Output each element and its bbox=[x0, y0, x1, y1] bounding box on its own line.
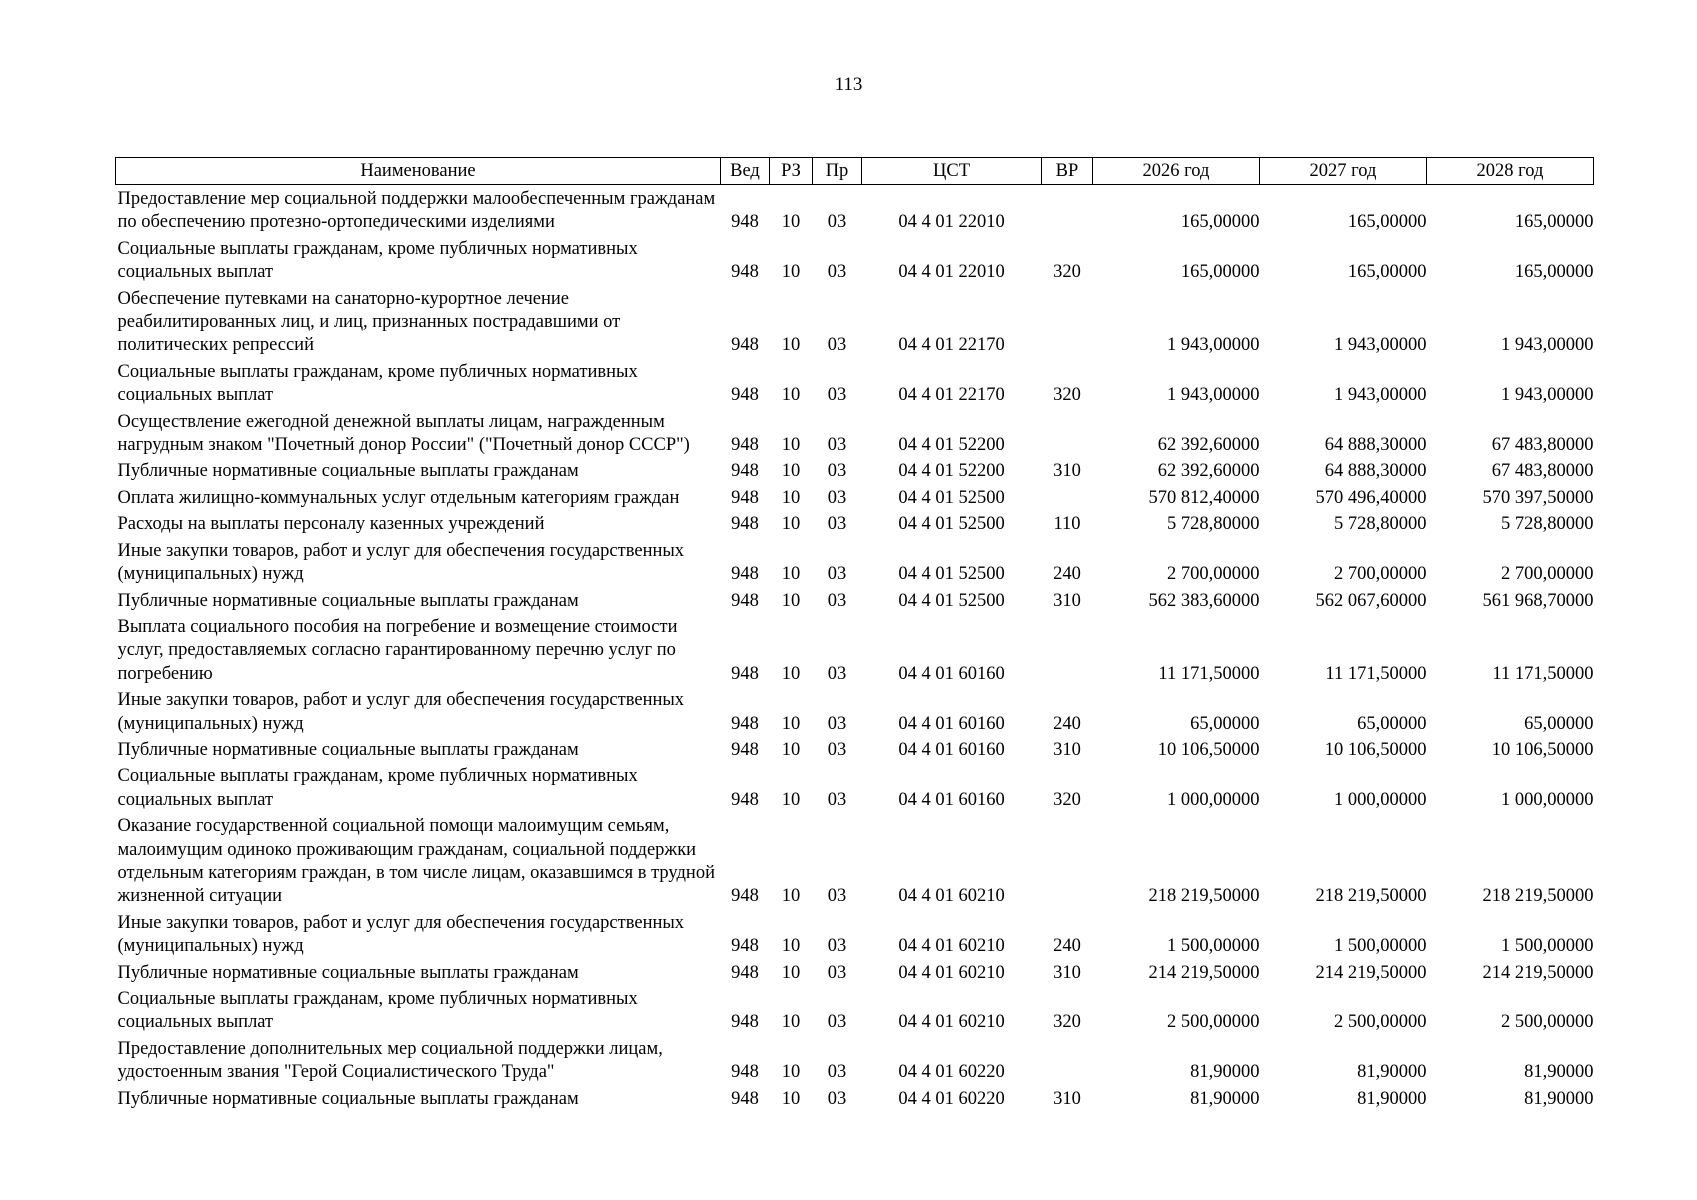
row-name: Иные закупки товаров, работ и услуг для обеспечения государственных (муниципальных) нужд bbox=[117, 690, 685, 734]
row-vr: 320 bbox=[1053, 789, 1081, 810]
row-2027: 214 219,50000 bbox=[1315, 962, 1427, 983]
row-vr bbox=[1042, 613, 1093, 686]
row-2026: 62 392,60000 bbox=[1157, 435, 1260, 456]
row-ved: 948 bbox=[731, 739, 759, 760]
table-row bbox=[116, 185, 1594, 235]
row-name: Обеспечение путевками на санаторно-курортное лечение реабилитированных лиц, и лиц, признанных пострадавшими от политических репрессий bbox=[117, 288, 621, 356]
row-2026: 5 728,80000 bbox=[1167, 514, 1260, 535]
row-pr: 03 bbox=[827, 435, 847, 456]
row-name: Предоставление дополнительных мер социальной поддержки лицам, удостоенным звания "Герой Социалистического Труда" bbox=[117, 1038, 663, 1083]
row-ved: 948 bbox=[731, 212, 759, 233]
row-pr: 03 bbox=[827, 1062, 847, 1083]
row-2028: 81,90000 bbox=[1524, 1088, 1594, 1109]
row-rz: 10 bbox=[781, 487, 801, 508]
header-name: Наименование bbox=[116, 158, 721, 185]
table-row bbox=[116, 510, 1594, 536]
row-vr: 310 bbox=[1053, 962, 1081, 983]
row-rz: 10 bbox=[781, 936, 801, 957]
row-ved: 948 bbox=[731, 713, 759, 734]
row-ved: 948 bbox=[731, 1062, 759, 1083]
row-name: Предоставление мер социальной поддержки малообеспеченным гражданам по обеспечению протезно-ортопедическими изделиями bbox=[117, 189, 716, 233]
row-name: Осуществление ежегодной денежной выплаты лицам, награжденным нагрудным знаком "Почетный донор России" ("Почетный донор СССР") bbox=[117, 411, 690, 456]
table-row bbox=[116, 812, 1594, 909]
row-rz: 10 bbox=[781, 663, 801, 684]
row-2028: 1 500,00000 bbox=[1501, 936, 1594, 957]
row-2026: 10 106,50000 bbox=[1157, 739, 1260, 760]
row-rz: 10 bbox=[781, 335, 801, 356]
row-name: Публичные нормативные социальные выплаты гражданам bbox=[117, 1088, 579, 1109]
row-rz: 10 bbox=[781, 461, 801, 482]
row-pr: 03 bbox=[827, 262, 847, 283]
table-row bbox=[116, 358, 1594, 408]
row-2026: 165,00000 bbox=[1180, 212, 1260, 233]
row-2026: 81,90000 bbox=[1190, 1062, 1260, 1083]
row-ved: 948 bbox=[731, 514, 759, 535]
row-vr: 310 bbox=[1053, 590, 1081, 611]
row-name: Социальные выплаты гражданам, кроме публичных нормативных социальных выплат bbox=[117, 361, 638, 406]
table-row bbox=[116, 1035, 1594, 1085]
row-2027: 165,00000 bbox=[1347, 212, 1427, 233]
header-vr: ВР bbox=[1042, 158, 1093, 185]
row-2028: 561 968,70000 bbox=[1482, 590, 1594, 611]
row-2028: 570 397,50000 bbox=[1482, 487, 1594, 508]
header-ved: Вед bbox=[721, 158, 770, 185]
row-cst: 04 4 01 60160 bbox=[898, 713, 1005, 734]
row-2026: 62 392,60000 bbox=[1157, 461, 1260, 482]
row-ved: 948 bbox=[731, 385, 759, 406]
header-2027: 2027 год bbox=[1260, 158, 1427, 185]
row-vr: 110 bbox=[1053, 514, 1081, 535]
row-rz: 10 bbox=[781, 385, 801, 406]
header-2028: 2028 год bbox=[1427, 158, 1594, 185]
table-row bbox=[116, 408, 1594, 458]
row-vr: 320 bbox=[1053, 1012, 1081, 1033]
row-pr: 03 bbox=[827, 713, 847, 734]
row-name: Выплата социального пособия на погребение и возмещение стоимости услуг, предоставляемых согласно гарантированному перечню услуг по погребению bbox=[117, 616, 678, 684]
row-2028: 1 000,00000 bbox=[1501, 789, 1594, 810]
table-row bbox=[116, 985, 1594, 1035]
row-rz: 10 bbox=[781, 789, 801, 810]
table-row bbox=[116, 762, 1594, 812]
row-rz: 10 bbox=[781, 212, 801, 233]
row-2027: 562 067,60000 bbox=[1315, 590, 1427, 611]
row-vr: 240 bbox=[1053, 936, 1081, 957]
row-ved: 948 bbox=[731, 663, 759, 684]
row-vr bbox=[1042, 812, 1093, 909]
row-2027: 1 943,00000 bbox=[1334, 385, 1427, 406]
row-pr: 03 bbox=[827, 335, 847, 356]
row-2026: 2 500,00000 bbox=[1167, 1012, 1260, 1033]
header-2026: 2026 год bbox=[1093, 158, 1260, 185]
row-ved: 948 bbox=[731, 1012, 759, 1033]
row-pr: 03 bbox=[827, 461, 847, 482]
row-cst: 04 4 01 22010 bbox=[898, 262, 1005, 283]
row-vr bbox=[1042, 185, 1093, 235]
row-cst: 04 4 01 60160 bbox=[898, 739, 1005, 760]
row-name: Публичные нормативные социальные выплаты гражданам bbox=[117, 962, 579, 983]
row-ved: 948 bbox=[731, 936, 759, 957]
row-vr bbox=[1042, 1035, 1093, 1085]
row-cst: 04 4 01 52500 bbox=[898, 564, 1005, 585]
row-2028: 1 943,00000 bbox=[1501, 335, 1594, 356]
table-row bbox=[116, 285, 1594, 358]
row-vr: 320 bbox=[1053, 385, 1081, 406]
row-2028: 81,90000 bbox=[1524, 1062, 1594, 1083]
row-pr: 03 bbox=[827, 564, 847, 585]
row-pr: 03 bbox=[827, 886, 847, 907]
row-2028: 165,00000 bbox=[1514, 212, 1594, 233]
row-2027: 10 106,50000 bbox=[1324, 739, 1427, 760]
row-vr bbox=[1042, 484, 1093, 510]
row-ved: 948 bbox=[731, 886, 759, 907]
row-name: Расходы на выплаты персоналу казенных учреждений bbox=[117, 514, 545, 535]
table-row bbox=[116, 959, 1594, 985]
table-row bbox=[116, 1085, 1594, 1111]
row-2026: 1 000,00000 bbox=[1167, 789, 1260, 810]
row-2026: 562 383,60000 bbox=[1148, 590, 1260, 611]
row-2027: 1 500,00000 bbox=[1334, 936, 1427, 957]
row-cst: 04 4 01 60220 bbox=[898, 1062, 1005, 1083]
row-rz: 10 bbox=[781, 590, 801, 611]
row-vr bbox=[1042, 285, 1093, 358]
row-2026: 1 943,00000 bbox=[1167, 385, 1260, 406]
row-name: Публичные нормативные социальные выплаты гражданам bbox=[117, 590, 579, 611]
row-vr: 310 bbox=[1053, 461, 1081, 482]
row-pr: 03 bbox=[827, 789, 847, 810]
row-2027: 64 888,30000 bbox=[1324, 435, 1427, 456]
row-2026: 570 812,40000 bbox=[1148, 487, 1260, 508]
row-pr: 03 bbox=[827, 1012, 847, 1033]
table-row bbox=[116, 909, 1594, 959]
row-2027: 2 500,00000 bbox=[1334, 1012, 1427, 1033]
table-row bbox=[116, 613, 1594, 686]
row-name: Социальные выплаты гражданам, кроме публичных нормативных социальных выплат bbox=[117, 766, 638, 810]
row-2027: 65,00000 bbox=[1357, 713, 1427, 734]
row-2026: 165,00000 bbox=[1180, 262, 1260, 283]
row-name: Публичные нормативные социальные выплаты гражданам bbox=[117, 461, 579, 482]
row-pr: 03 bbox=[827, 936, 847, 957]
row-pr: 03 bbox=[827, 487, 847, 508]
row-2027: 165,00000 bbox=[1347, 262, 1427, 283]
row-rz: 10 bbox=[781, 739, 801, 760]
row-rz: 10 bbox=[781, 1012, 801, 1033]
table-row bbox=[116, 537, 1594, 587]
row-ved: 948 bbox=[731, 789, 759, 810]
row-cst: 04 4 01 60210 bbox=[898, 936, 1005, 957]
row-rz: 10 bbox=[781, 886, 801, 907]
row-pr: 03 bbox=[827, 514, 847, 535]
header-rz: РЗ bbox=[770, 158, 813, 185]
row-pr: 03 bbox=[827, 1088, 847, 1109]
row-2028: 11 171,50000 bbox=[1492, 663, 1594, 684]
row-2027: 218 219,50000 bbox=[1315, 886, 1427, 907]
row-name: Иные закупки товаров, работ и услуг для обеспечения государственных (муниципальных) нужд bbox=[117, 540, 685, 585]
row-cst: 04 4 01 52200 bbox=[898, 461, 1005, 482]
row-cst: 04 4 01 60210 bbox=[898, 962, 1005, 983]
row-ved: 948 bbox=[731, 962, 759, 983]
row-name: Социальные выплаты гражданам, кроме публичных нормативных социальных выплат bbox=[117, 238, 638, 283]
row-ved: 948 bbox=[731, 564, 759, 585]
row-2027: 570 496,40000 bbox=[1315, 487, 1427, 508]
row-2027: 1 943,00000 bbox=[1334, 335, 1427, 356]
header-pr: Пр bbox=[813, 158, 862, 185]
row-2027: 2 700,00000 bbox=[1334, 564, 1427, 585]
row-2028: 65,00000 bbox=[1524, 713, 1594, 734]
row-cst: 04 4 01 22010 bbox=[898, 212, 1005, 233]
row-2028: 5 728,80000 bbox=[1501, 514, 1594, 535]
row-pr: 03 bbox=[827, 739, 847, 760]
table-row bbox=[116, 587, 1594, 613]
table-row bbox=[116, 235, 1594, 285]
row-name: Оплата жилищно-коммунальных услуг отдельным категориям граждан bbox=[117, 487, 680, 508]
table-row bbox=[116, 736, 1594, 762]
row-cst: 04 4 01 52200 bbox=[898, 435, 1005, 456]
row-2028: 67 483,80000 bbox=[1491, 461, 1594, 482]
row-name: Иные закупки товаров, работ и услуг для обеспечения государственных (муниципальных) нужд bbox=[117, 912, 685, 957]
row-rz: 10 bbox=[781, 962, 801, 983]
row-cst: 04 4 01 60210 bbox=[898, 886, 1005, 907]
table-row bbox=[116, 484, 1594, 510]
header-cst: ЦСТ bbox=[862, 158, 1042, 185]
row-rz: 10 bbox=[781, 514, 801, 535]
row-name: Публичные нормативные социальные выплаты гражданам bbox=[117, 739, 579, 760]
row-2028: 1 943,00000 bbox=[1501, 385, 1594, 406]
row-ved: 948 bbox=[731, 1088, 759, 1109]
row-name: Социальные выплаты гражданам, кроме публичных нормативных социальных выплат bbox=[117, 989, 638, 1033]
row-rz: 10 bbox=[781, 1062, 801, 1083]
row-vr: 240 bbox=[1053, 713, 1081, 734]
row-vr: 310 bbox=[1053, 1088, 1081, 1109]
row-2028: 10 106,50000 bbox=[1491, 739, 1594, 760]
row-ved: 948 bbox=[731, 590, 759, 611]
row-cst: 04 4 01 22170 bbox=[898, 335, 1005, 356]
row-ved: 948 bbox=[731, 335, 759, 356]
table-header bbox=[116, 158, 1594, 185]
row-rz: 10 bbox=[781, 564, 801, 585]
row-rz: 10 bbox=[781, 262, 801, 283]
row-2028: 2 700,00000 bbox=[1501, 564, 1594, 585]
row-2027: 11 171,50000 bbox=[1325, 663, 1427, 684]
row-2026: 1 943,00000 bbox=[1167, 335, 1260, 356]
page-number: 113 bbox=[834, 74, 863, 95]
row-2027: 5 728,80000 bbox=[1334, 514, 1427, 535]
row-cst: 04 4 01 60160 bbox=[898, 789, 1005, 810]
header-row bbox=[116, 158, 1594, 185]
row-cst: 04 4 01 60210 bbox=[898, 1012, 1005, 1033]
row-vr: 240 bbox=[1053, 564, 1081, 585]
row-vr: 310 bbox=[1053, 739, 1081, 760]
row-ved: 948 bbox=[731, 435, 759, 456]
row-2028: 214 219,50000 bbox=[1482, 962, 1594, 983]
row-cst: 04 4 01 52500 bbox=[898, 590, 1005, 611]
row-2027: 81,90000 bbox=[1357, 1088, 1427, 1109]
row-pr: 03 bbox=[827, 590, 847, 611]
row-pr: 03 bbox=[827, 212, 847, 233]
row-2027: 81,90000 bbox=[1357, 1062, 1427, 1083]
table-body bbox=[116, 185, 1594, 1112]
row-2026: 11 171,50000 bbox=[1158, 663, 1260, 684]
row-cst: 04 4 01 60160 bbox=[898, 663, 1005, 684]
row-2026: 1 500,00000 bbox=[1167, 936, 1260, 957]
row-name: Оказание государственной социальной помощи малоимущим семьям, малоимущим одиноко проживающим гражданам, социальной поддержки отдельным категориям граждан, в том числе лицам, оказавшимся в трудной жизненной ситуации bbox=[117, 816, 715, 907]
row-pr: 03 bbox=[827, 962, 847, 983]
row-rz: 10 bbox=[781, 1088, 801, 1109]
row-cst: 04 4 01 52500 bbox=[898, 487, 1005, 508]
row-rz: 10 bbox=[781, 713, 801, 734]
budget-table bbox=[115, 157, 1594, 1111]
row-pr: 03 bbox=[827, 663, 847, 684]
row-cst: 04 4 01 52500 bbox=[898, 514, 1005, 535]
row-2028: 218 219,50000 bbox=[1482, 886, 1594, 907]
row-ved: 948 bbox=[731, 487, 759, 508]
row-vr: 320 bbox=[1053, 262, 1081, 283]
row-2026: 2 700,00000 bbox=[1167, 564, 1260, 585]
row-2028: 165,00000 bbox=[1514, 262, 1594, 283]
row-2026: 218 219,50000 bbox=[1148, 886, 1260, 907]
row-rz: 10 bbox=[781, 435, 801, 456]
row-2027: 64 888,30000 bbox=[1324, 461, 1427, 482]
table-row bbox=[116, 457, 1594, 483]
row-ved: 948 bbox=[731, 461, 759, 482]
row-pr: 03 bbox=[827, 385, 847, 406]
row-2028: 67 483,80000 bbox=[1491, 435, 1594, 456]
row-2026: 81,90000 bbox=[1190, 1088, 1260, 1109]
table-row bbox=[116, 686, 1594, 736]
row-2027: 1 000,00000 bbox=[1334, 789, 1427, 810]
row-2026: 65,00000 bbox=[1190, 713, 1260, 734]
row-2028: 2 500,00000 bbox=[1501, 1012, 1594, 1033]
row-2026: 214 219,50000 bbox=[1148, 962, 1260, 983]
row-vr bbox=[1042, 408, 1093, 458]
row-cst: 04 4 01 60220 bbox=[898, 1088, 1005, 1109]
row-cst: 04 4 01 22170 bbox=[898, 385, 1005, 406]
row-ved: 948 bbox=[731, 262, 759, 283]
